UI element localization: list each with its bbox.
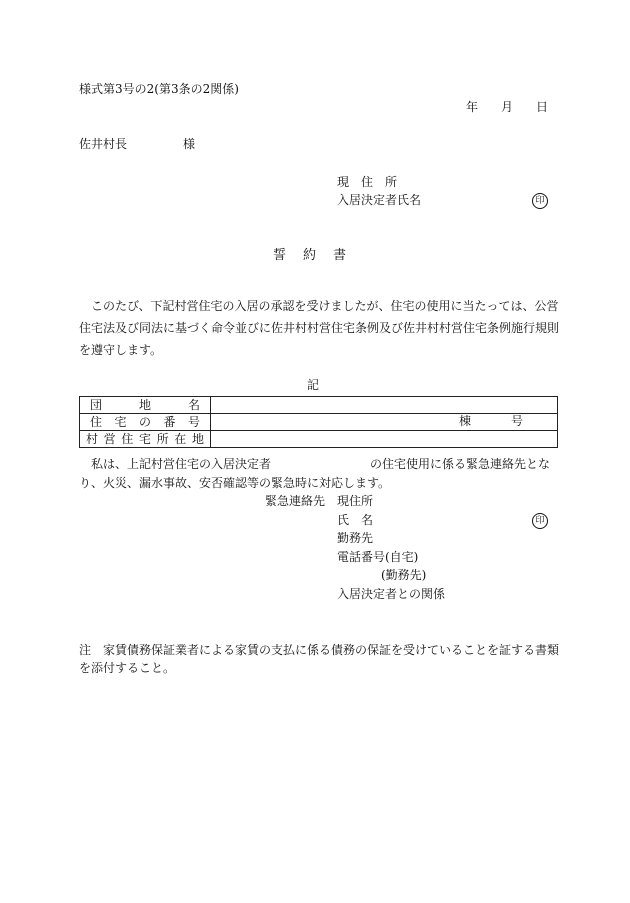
building-unit-label: 棟: [459, 414, 472, 428]
body-line-2: 住宅法及び同法に基づく命令並びに佐井村村営住宅条例及び佐井村村営住宅条例施行規則: [79, 321, 560, 335]
date-year-label: 年: [466, 100, 479, 114]
table-row-danchi: [80, 397, 558, 414]
pledge-line-2: り、火災、漏水事故、安否確認等の緊急時に対応します。: [79, 476, 391, 490]
applicant-name-label: 入居決定者氏名: [337, 193, 422, 207]
note-line-2: を添付すること。: [79, 661, 176, 675]
value-danchi-name[interactable]: [211, 397, 558, 414]
body-line-1: このたび、下記村営住宅の入居の承認を受けましたが、住宅の使用に当たっては、公営: [79, 299, 559, 313]
number-unit-label: 号: [511, 414, 524, 428]
table-row-location: [80, 431, 558, 448]
emergency-relation-label: 入居決定者との関係: [337, 587, 446, 601]
emergency-name-label: 氏 名: [337, 513, 374, 527]
label-house-number: 住 宅 の 番 号: [80, 414, 211, 431]
emergency-workplace-label: 勤務先: [337, 531, 374, 545]
table-row-house-number: [80, 414, 558, 431]
date-day-label: 日: [536, 100, 549, 114]
pledge-line-1b: の住宅使用に係る緊急連絡先とな: [370, 457, 551, 471]
emergency-heading: 緊急連絡先: [265, 494, 326, 508]
pledge-line-1a: 私は、上記村営住宅の入居決定者: [79, 457, 272, 471]
value-house-number[interactable]: [211, 414, 558, 431]
label-location: 村 営 住 宅 所 在 地: [80, 431, 211, 448]
emergency-phone-work-label: (勤務先): [381, 568, 427, 582]
note-line-1: 注 家賃債務保証業者による家賃の支払に係る債務の保証を受けていることを証する書類: [79, 643, 560, 657]
emergency-phone-home-label: 電話番号(自宅): [337, 550, 419, 564]
form-number: 様式第3号の2(第3条の2関係): [79, 82, 239, 96]
seal-mark: 印: [532, 193, 548, 209]
ki-heading: 記: [307, 378, 320, 392]
value-location[interactable]: [211, 431, 558, 448]
housing-info-table: [79, 396, 558, 448]
emergency-address-label: 現住所: [337, 494, 374, 508]
addressee-name: 佐井村長: [79, 137, 128, 151]
addressee-honorific: 様: [183, 137, 196, 151]
label-danchi-name: 団 地 名: [80, 397, 211, 414]
body-line-3: を遵守します。: [79, 343, 163, 357]
date-month-label: 月: [501, 100, 514, 114]
emergency-seal-mark: 印: [532, 513, 548, 529]
applicant-address-label: 現 住 所: [337, 175, 398, 189]
document-title: 誓 約 書: [273, 248, 349, 263]
